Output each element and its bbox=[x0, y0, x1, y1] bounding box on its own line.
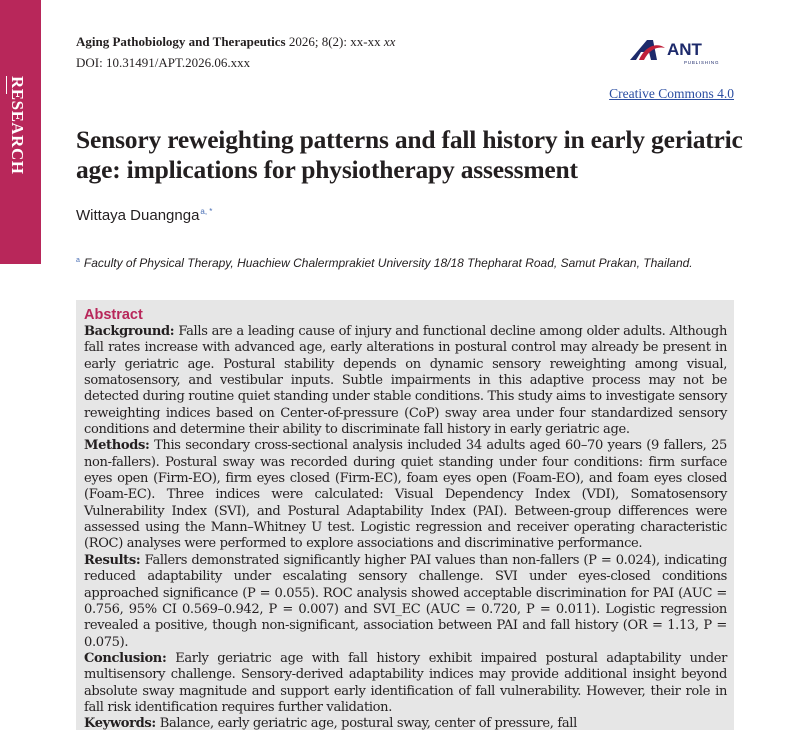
abstract-results bbox=[84, 553, 727, 651]
abstract-background bbox=[84, 324, 727, 438]
ant-publishing-logo-icon bbox=[627, 36, 737, 68]
conclusion-label: Conclusion: bbox=[84, 650, 167, 666]
logo-subtext: PUBLISHING bbox=[684, 60, 720, 65]
journal-name: Aging Pathobiology and Therapeutics bbox=[76, 34, 286, 49]
keywords-label: Keywords: bbox=[84, 716, 156, 732]
abstract-box bbox=[76, 300, 734, 730]
research-side-tab bbox=[0, 0, 41, 264]
creative-commons-link[interactable]: Creative Commons 4.0 bbox=[609, 86, 734, 101]
logo-wordmark: ANT bbox=[667, 40, 702, 59]
journal-citation bbox=[76, 34, 395, 50]
author-affiliation-marks[interactable]: a, * bbox=[200, 207, 213, 216]
affiliation bbox=[76, 256, 693, 270]
article-title: Sensory reweighting patterns and fall history in early geriatric age: implications for physiotherapy assessment bbox=[76, 125, 743, 184]
abstract-conclusion bbox=[84, 651, 727, 716]
affiliation-text: Faculty of Physical Therapy, Huachiew Chalermprakiet University 18/18 Thepharat Road, Samut Prakan, Thailand. bbox=[83, 256, 693, 270]
abstract-keywords bbox=[84, 716, 727, 732]
results-label: Results: bbox=[84, 552, 141, 568]
author-name: Wittaya Duangnga bbox=[76, 207, 200, 224]
background-text: Falls are a leading cause of injury and functional decline among older adults. Although fall rates increase with advanced age, early alterations in postural control may already be present in early geriatric age. Postural stability depends on dynamic sensory reweighting among visual, somatosensory, and vestibular inputs. Subtle impairments in this adaptive process may not be detected during routine quiet standing under stable conditions. This study aims to investigate sensory reweighting indices based on Center-of-pressure (CoP) sway area under four standardized sensory conditions and determine their ability to discriminate fall history in early geriatric age. bbox=[84, 324, 727, 438]
doi: DOI: 10.31491/APT.2026.06.xxx bbox=[76, 55, 251, 70]
methods-label: Methods: bbox=[84, 438, 150, 454]
affiliation-mark: a bbox=[76, 257, 80, 264]
section-label: RESEARCH bbox=[8, 76, 27, 175]
conclusion-text: Early geriatric age with fall history exhibit impaired postural adaptability under multisensory challenge. Sensory-derived adaptability indices may provide additional insight beyond absolute sway magnitude and support early identification of fall vulnerability. However, their role in fall risk identification requires further validation. bbox=[84, 650, 727, 715]
abstract-methods bbox=[84, 438, 727, 552]
background-label: Background: bbox=[84, 324, 175, 339]
methods-text: This secondary cross-sectional analysis included 34 adults aged 60–70 years (9 fallers, 25 non-fallers). Postural sway was recorded during quiet standing under four conditions: firm surface eyes open (Firm-EO), firm eyes closed (Firm-EC), foam eyes open (Foam-EO), and foam eyes closed (Foam-EC). Three indices were calculated: Visual Dependency Index (VDI), Somatosensory Vulnerability Index (SVI), and Postural Adaptability Index (PAI). Between-group differences were assessed using the Mann–Whitney U test. Logistic regression and receiver operating characteristic (ROC) analyses were performed to explore associations and discriminative performance. bbox=[84, 438, 727, 552]
citation-pages-italic: xx bbox=[383, 34, 396, 49]
citation-volume: 2026; 8(2): xx-xx bbox=[288, 34, 381, 49]
abstract-heading: Abstract bbox=[84, 307, 143, 323]
results-text: Fallers demonstrated significantly higher PAI values than non-fallers (P = 0.024), indicating reduced adaptability under escalating sensory challenge. SVI under eyes-closed conditions approached significance (P = 0.055). ROC analysis showed acceptable discrimination for PAI (AUC = 0.756, 95% CI 0.569–0.942, P = 0.007) and SVI_EC (AUC = 0.720, P = 0.011). Logistic regression revealed a positive, though non-significant, association between PAI and fall history (OR = 1.13, P = 0.075). bbox=[84, 552, 727, 650]
author-line bbox=[76, 207, 212, 224]
keywords-text: Balance, early geriatric age, postural sway, center of pressure, fall bbox=[159, 716, 577, 732]
